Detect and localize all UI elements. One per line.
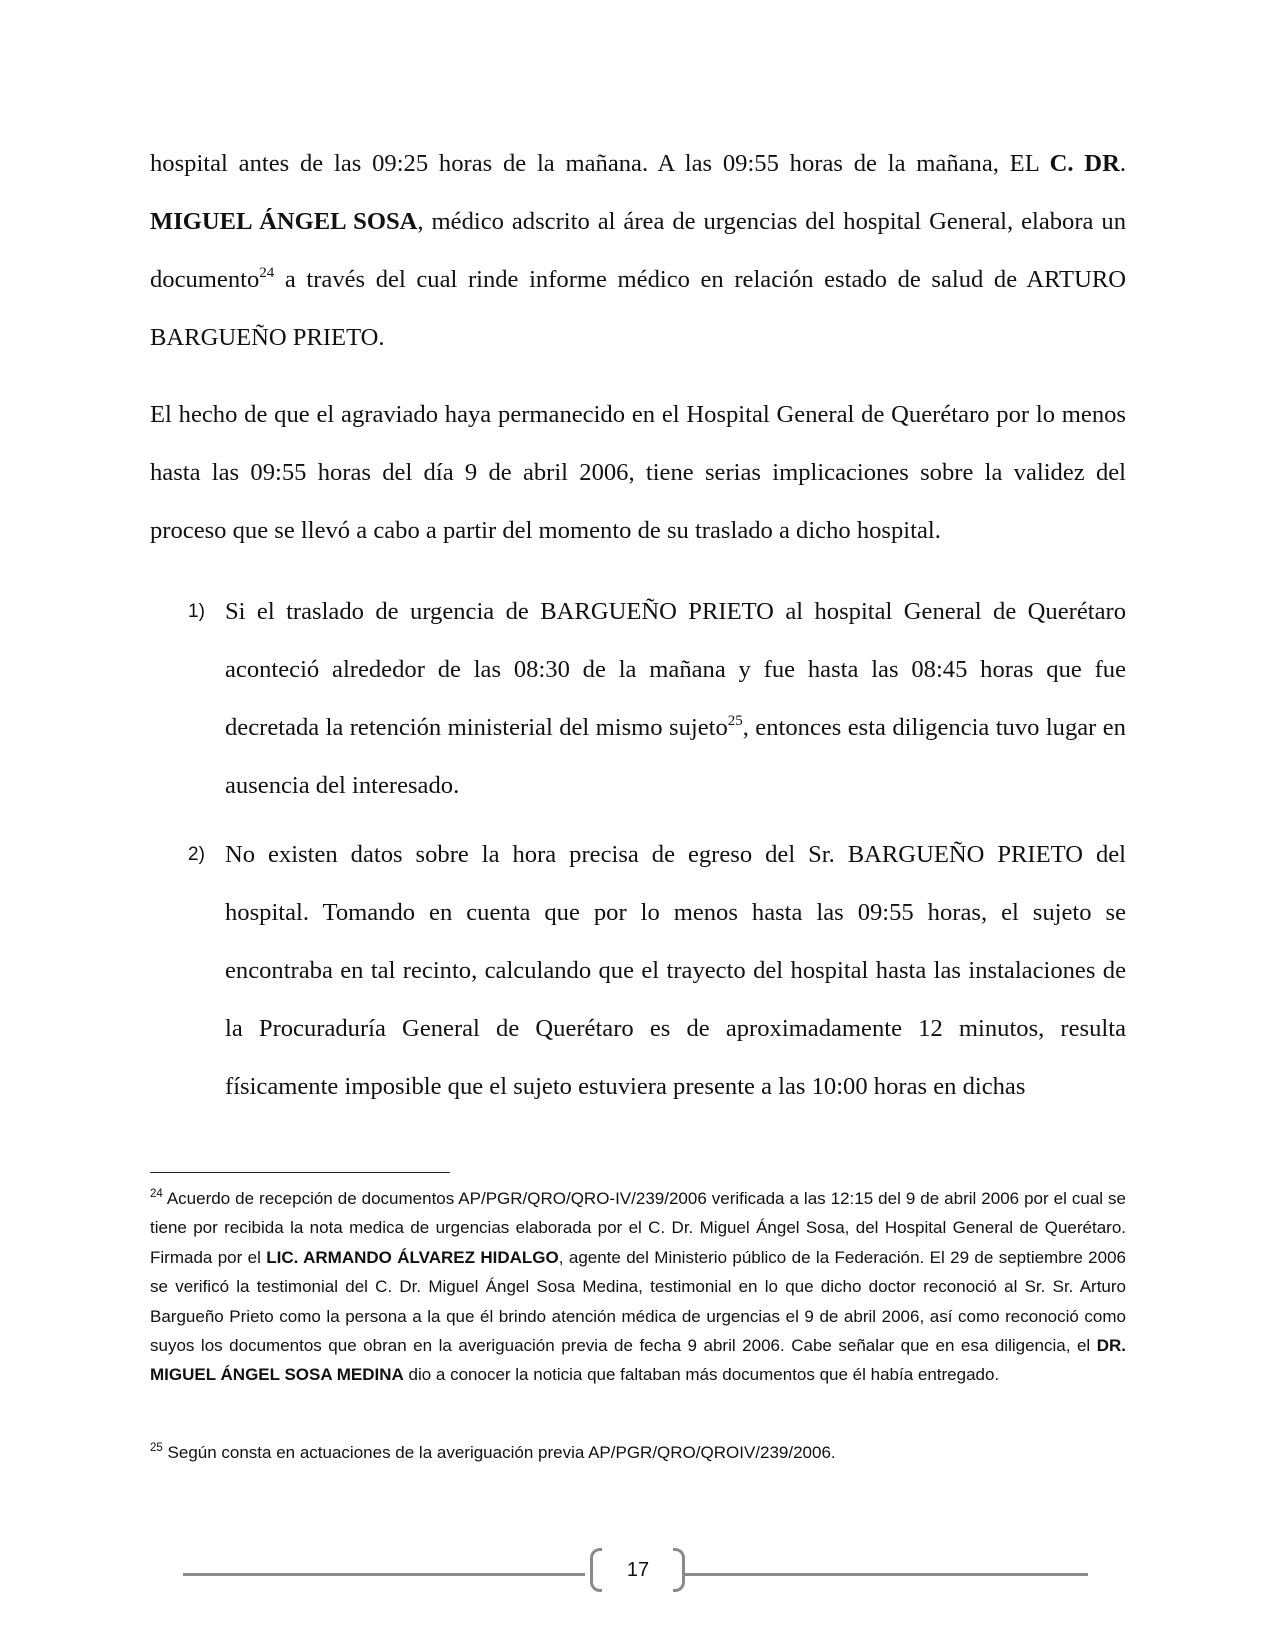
- paragraph-text: .: [1119, 150, 1126, 177]
- paragraph-text: hospital antes de las 09:25 horas de la mañana. A las 09:55 horas de la mañana, EL: [150, 150, 1050, 177]
- paragraph-text: , entonces esta diligencia tuvo lugar en ausencia del interesado.: [225, 714, 1126, 799]
- footnote: [150, 1438, 1126, 1467]
- footnote-text: , agente del Ministerio público de la Federación. El 29 de septiembre 2006 se verificó la testimonial del C. Dr. Miguel Ángel Sosa Medina, testimonial en lo que dicho doctor reconoció al Sr. Sr. Arturo Bargueño Prieto como la persona a la que él brindo atención médica de urgencias el 9 de abril 2006, así como reconoció como suyos los documentos que obran en la averiguación previa de fecha 9 abril 2006. Cabe señalar que en esa diligencia, el: [150, 1247, 1126, 1356]
- left-brace-ornament: [590, 1548, 602, 1592]
- paragraph-text: a través del cual rinde informe médico en relación estado de salud de ARTURO BARGUEÑO PRIETO.: [150, 266, 1126, 351]
- body-paragraph: [150, 135, 1126, 367]
- list-number: 2): [188, 844, 205, 865]
- footnote: [150, 1184, 1126, 1390]
- bold-text: C. DR: [1049, 150, 1120, 177]
- footnote-number: 24: [150, 1188, 163, 1200]
- bold-text: MIGUEL ÁNGEL SOSA: [150, 208, 418, 235]
- list-item-text: [225, 583, 1126, 815]
- body-paragraph: El hecho de que el agraviado haya permanecido en el Hospital General de Querétaro por lo menos hasta las 09:55 horas del día 9 de abril 2006, tiene serias implicaciones sobre la validez del proceso que se llevó a cabo a partir del momento de su traslado a dicho hospital.: [150, 401, 1126, 544]
- footer-rule-right: [682, 1573, 1088, 1576]
- footer-rule-left: [183, 1573, 585, 1576]
- list-number: 1): [188, 601, 205, 622]
- footnote-reference: 24: [259, 265, 275, 281]
- footnote-reference: 25: [727, 713, 743, 729]
- footnote-separator: [150, 1172, 450, 1173]
- right-brace-ornament: [673, 1548, 685, 1592]
- list-item-text: No existen datos sobre la hora precisa de egreso del Sr. BARGUEÑO PRIETO del hospital. Tomando en cuenta que por lo menos hasta las 09:55 horas, el sujeto se encontraba en tal recinto, calculando que el trayecto del hospital hasta las instalaciones de la Procuraduría General de Querétaro es de aproximadamente 12 minutos, resulta físicamente imposible que el sujeto estuviera presente a las 10:00 horas en dichas: [225, 841, 1126, 1100]
- footnote-number: 25: [150, 1442, 163, 1454]
- paragraph-text: , médico adscrito al área de urgencias del hospital General, elabora un documento: [150, 208, 1126, 293]
- footnote-text: Acuerdo de recepción de documentos AP/PGR/QRO/QRO-IV/239/2006 verificada a las 12:15 del 9 de abril 2006 por el cual se tiene por recibida la nota medica de urgencias elaborada por el C. Dr. Miguel Ángel Sosa, del Hospital General de Querétaro. Firmada por el: [150, 1189, 1126, 1267]
- bold-text: DR. MIGUEL ÁNGEL SOSA MEDINA: [150, 1336, 1126, 1385]
- footnote-text: Según consta en actuaciones de la averiguación previa AP/PGR/QRO/QROIV/239/2006.: [162, 1443, 836, 1462]
- paragraph-text: Si el traslado de urgencia de BARGUEÑO PRIETO al hospital General de Querétaro aconteció alrededor de las 08:30 de la mañana y fue hasta las 08:45 horas que fue decretada la retención ministerial del mismo sujeto: [225, 598, 1126, 741]
- page-number: 17: [626, 1559, 650, 1581]
- bold-text: LIC. ARMANDO ÁLVAREZ HIDALGO: [266, 1247, 559, 1267]
- footnote-text: dio a conocer la noticia que faltaban más documentos que él había entregado.: [403, 1365, 1000, 1385]
